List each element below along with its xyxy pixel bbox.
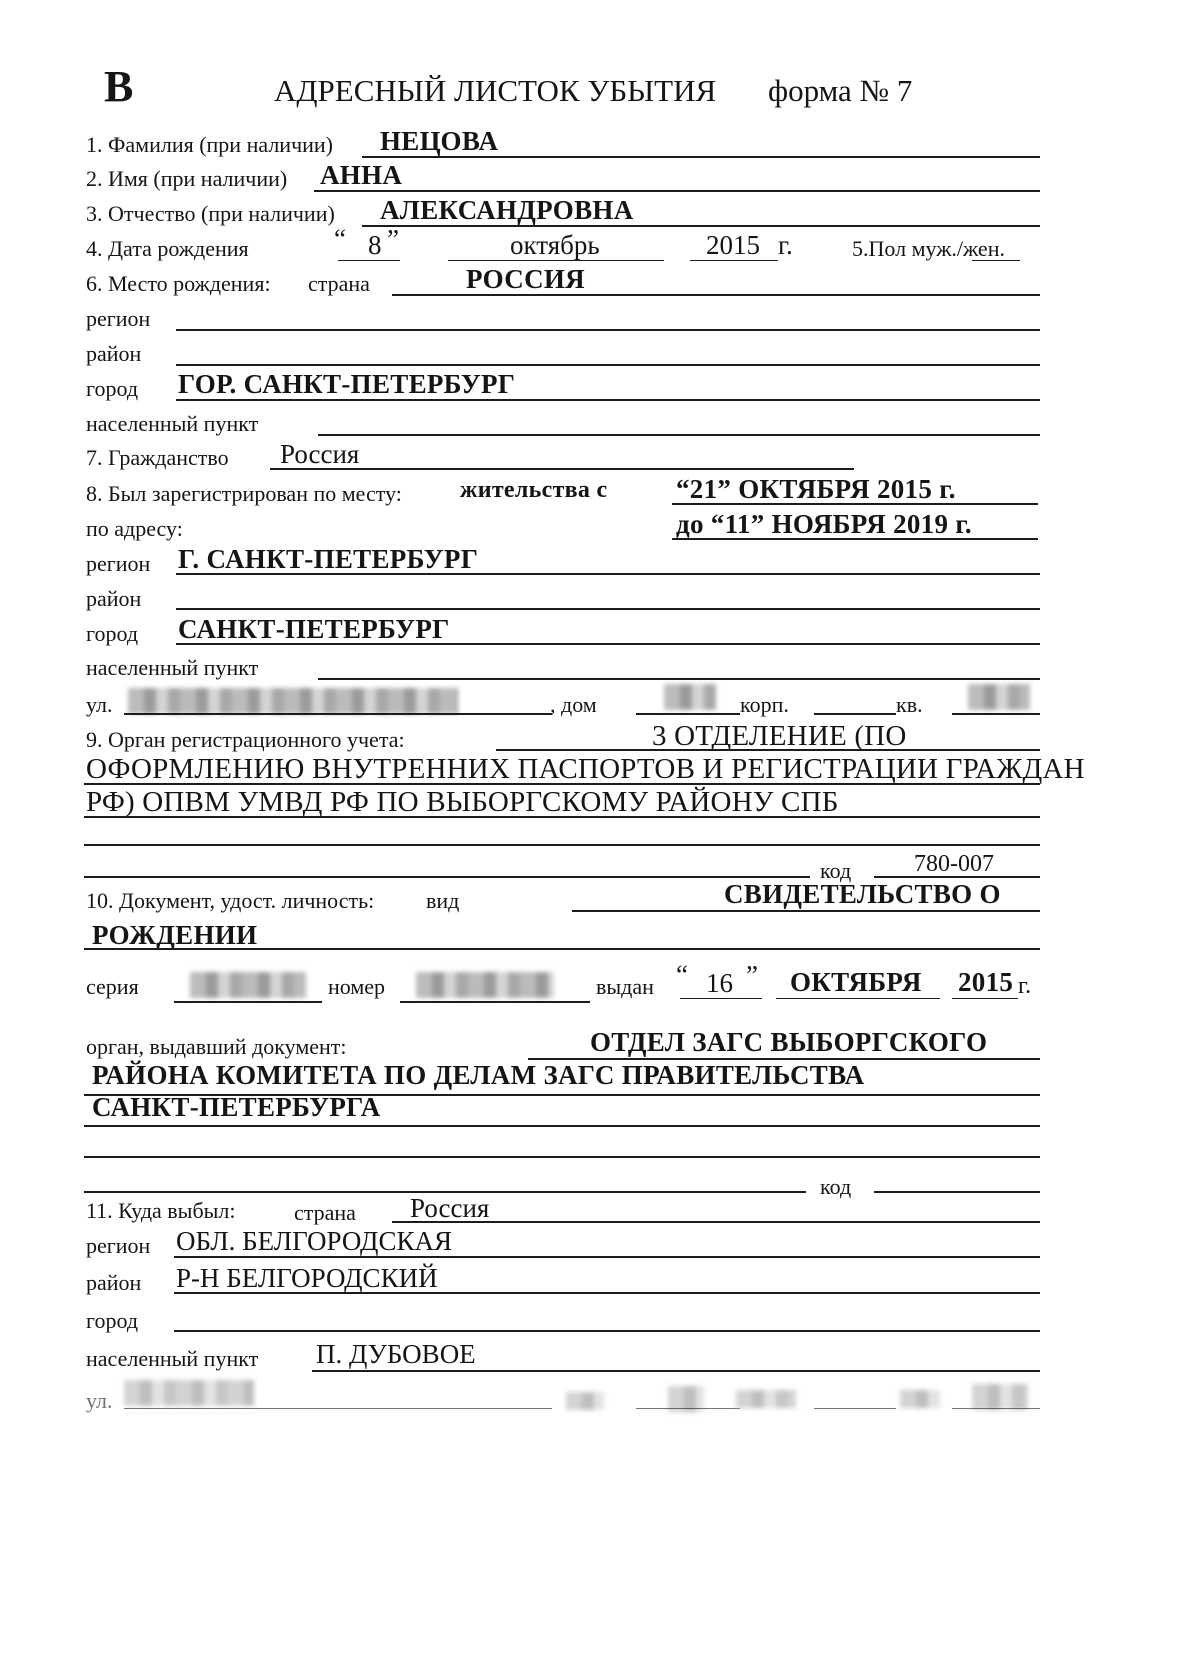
id-doc-label: 10. Документ, удост. личность: (86, 888, 375, 913)
reg-authority-line1: 3 ОТДЕЛЕНИЕ (ПО (652, 720, 907, 752)
birth-region-line (176, 329, 1040, 331)
registration-from-line (672, 503, 1038, 505)
id-doc-kind-line1-rule (572, 910, 1040, 912)
destination-label: 11. Куда выбыл: (86, 1198, 236, 1223)
id-code-label: код (820, 1174, 852, 1199)
id-series-label: серия (86, 974, 139, 999)
registration-label: 8. Был зарегистрирован по месту: (86, 481, 402, 506)
patronymic-value: АЛЕКСАНДРОВНА (380, 195, 634, 225)
id-authority-line3-rule (84, 1125, 1040, 1127)
dest-house-line (636, 1408, 740, 1409)
birth-day-line (338, 260, 400, 261)
birth-district-label: район (86, 341, 142, 366)
birth-district-line (176, 364, 1040, 366)
dest-city-label: город (86, 1308, 139, 1333)
reg-street-redacted (128, 688, 458, 714)
reg-region-label: регион (86, 551, 151, 576)
reg-city-line (176, 643, 1040, 645)
id-issued-year: 2015 (958, 967, 1014, 997)
name-label: 2. Имя (при наличии) (86, 166, 288, 191)
citizenship-label: 7. Гражданство (86, 445, 229, 470)
form-title: АДРЕСНЫЙ ЛИСТОК УБЫТИЯ (274, 73, 717, 108)
birth-country-line (392, 294, 1040, 296)
id-doc-kind-label: вид (426, 888, 460, 913)
birth-month-line (448, 260, 664, 261)
dest-settlement-line (312, 1370, 1040, 1372)
reg-kv-redacted (968, 684, 1030, 710)
birth-settlement-label: населенный пункт (86, 411, 259, 436)
birth-country-value: РОССИЯ (466, 264, 585, 294)
dest-country-label: страна (294, 1200, 356, 1225)
reg-code-line (874, 876, 1040, 878)
id-issued-label: выдан (596, 974, 654, 999)
reg-authority-line2: ОФОРМЛЕНИЮ ВНУТРЕННИХ ПАСПОРТОВ И РЕГИСТРАЦИИ ГРАЖДАН (86, 753, 1085, 785)
reg-authority-label: 9. Орган регистрационного учета: (86, 727, 405, 752)
sex-label: 5.Пол муж./жен. (852, 236, 1005, 261)
id-issued-month: ОКТЯБРЯ (790, 967, 922, 997)
reg-region-line (176, 573, 1040, 575)
id-series-redacted (190, 972, 306, 998)
dest-kv-line (952, 1408, 1040, 1409)
dest-kv-label-redacted (900, 1390, 940, 1408)
dest-city-line (174, 1330, 1040, 1332)
reg-city-label: город (86, 621, 139, 646)
birth-day-open-quote: “ (334, 224, 346, 254)
dest-korp-line (814, 1408, 896, 1409)
dest-street-redacted (124, 1380, 254, 1406)
dest-settlement-value: П. ДУБОВОЕ (316, 1339, 476, 1369)
birth-city-label: город (86, 376, 139, 401)
reg-street-label: ул. (86, 692, 113, 717)
dest-district-value: Р-Н БЕЛГОРОДСКИЙ (176, 1263, 438, 1293)
registration-address-label: по адресу: (86, 516, 183, 541)
id-authority-line2: РАЙОНА КОМИТЕТА ПО ДЕЛАМ ЗАГС ПРАВИТЕЛЬСТВА (92, 1060, 865, 1090)
id-issued-year-line (952, 998, 1018, 999)
birth-day-close-quote: ” (387, 224, 399, 254)
birth-year-suffix: г. (778, 230, 793, 260)
birthplace-label: 6. Место рождения: (86, 271, 271, 296)
birth-year: 2015 (706, 230, 760, 260)
dest-region-label: регион (86, 1233, 151, 1258)
dest-district-label: район (86, 1270, 142, 1295)
id-authority-line3: САНКТ-ПЕТЕРБУРГА (92, 1092, 381, 1122)
birth-city-value: ГОР. САНКТ-ПЕТЕРБУРГ (178, 369, 516, 399)
registration-type: жительства с (460, 477, 608, 503)
registration-from-date: “21” ОКТЯБРЯ 2015 г. (676, 474, 956, 504)
dest-kv-redacted (972, 1384, 1028, 1410)
reg-authority-line2-rule (84, 783, 1040, 785)
dest-region-line (174, 1256, 1040, 1258)
reg-house-label: , дом (550, 692, 597, 717)
id-number-label: номер (328, 974, 386, 999)
reg-street-line (124, 713, 552, 715)
surname-value: НЕЦОВА (380, 126, 499, 156)
dest-country-line (392, 1221, 1040, 1223)
id-issued-day-line (680, 998, 762, 999)
id-series-line (174, 1001, 322, 1003)
birth-region-label: регион (86, 306, 151, 331)
patronymic-line (362, 225, 1040, 227)
id-issued-open-quote: “ (676, 960, 688, 990)
reg-authority-extra-rule (84, 844, 1040, 846)
reg-settlement-line (318, 678, 1040, 680)
form-number: форма № 7 (768, 73, 913, 108)
dest-region-value: ОБЛ. БЕЛГОРОДСКАЯ (176, 1226, 452, 1256)
surname-line (362, 156, 1040, 158)
id-doc-kind-line1: СВИДЕТЕЛЬСТВО О (724, 879, 1001, 909)
reg-district-label: район (86, 586, 142, 611)
registration-to-date: до “11” НОЯБРЯ 2019 г. (676, 509, 972, 539)
citizenship-value: Россия (280, 439, 360, 469)
registration-to-line (672, 538, 1038, 540)
id-doc-kind-line2: РОЖДЕНИИ (92, 920, 258, 950)
form-letter: В (104, 62, 134, 111)
id-number-redacted (416, 972, 554, 998)
reg-korp-line (814, 713, 896, 715)
id-authority-label: орган, выдавший документ: (86, 1034, 347, 1059)
birth-year-line (690, 260, 778, 261)
reg-district-line (176, 608, 1040, 610)
dest-district-line (174, 1292, 1040, 1294)
reg-kv-line (952, 713, 1040, 715)
reg-authority-line3-rule (84, 816, 1040, 818)
id-issued-day: 16 (706, 968, 733, 998)
reg-code-label: код (820, 858, 852, 883)
birth-day: 8 (368, 230, 382, 260)
patronymic-label: 3. Отчество (при наличии) (86, 201, 335, 226)
reg-house-redacted (664, 684, 716, 710)
dest-settlement-label: населенный пункт (86, 1346, 259, 1371)
reg-authority-line1-rule (496, 749, 1040, 751)
id-number-line (400, 1001, 590, 1003)
sex-underline (972, 260, 1020, 261)
birth-month: октябрь (510, 230, 600, 260)
dest-house-label-redacted (566, 1392, 604, 1410)
reg-settlement-label: населенный пункт (86, 655, 259, 680)
reg-house-line (636, 713, 740, 715)
reg-authority-bottom-rule (84, 876, 810, 878)
dest-country-value: Россия (410, 1193, 490, 1223)
surname-label: 1. Фамилия (при наличии) (86, 132, 334, 157)
dest-korp-label-redacted (736, 1390, 796, 1408)
birth-city-line (176, 399, 1040, 401)
id-code-line (874, 1191, 1040, 1193)
id-doc-kind-line2-rule (84, 948, 1040, 950)
reg-kv-label: кв. (896, 692, 923, 717)
id-authority-line1: ОТДЕЛ ЗАГС ВЫБОРГСКОГО (590, 1027, 988, 1057)
id-authority-extra-rule (84, 1156, 1040, 1158)
reg-authority-line3: РФ) ОПВМ УМВД РФ ПО ВЫБОРГСКОМУ РАЙОНУ СПБ (86, 786, 839, 818)
citizenship-line (270, 468, 854, 470)
birth-country-label: страна (308, 271, 370, 296)
dest-street-line (124, 1408, 552, 1409)
birthdate-label: 4. Дата рождения (86, 236, 249, 261)
reg-code-value: 780-007 (914, 851, 994, 877)
name-value: АННА (320, 160, 403, 190)
id-issued-month-line (776, 998, 940, 999)
name-line (314, 190, 1040, 192)
id-issued-close-quote: ” (746, 960, 758, 990)
reg-region-value: Г. САНКТ-ПЕТЕРБУРГ (178, 544, 479, 574)
dest-street-label: ул. (86, 1388, 113, 1413)
id-issued-year-suffix: г. (1018, 973, 1032, 999)
birth-settlement-line (318, 434, 1040, 436)
reg-korp-label: корп. (740, 692, 789, 717)
reg-city-value: САНКТ-ПЕТЕРБУРГ (178, 614, 450, 644)
